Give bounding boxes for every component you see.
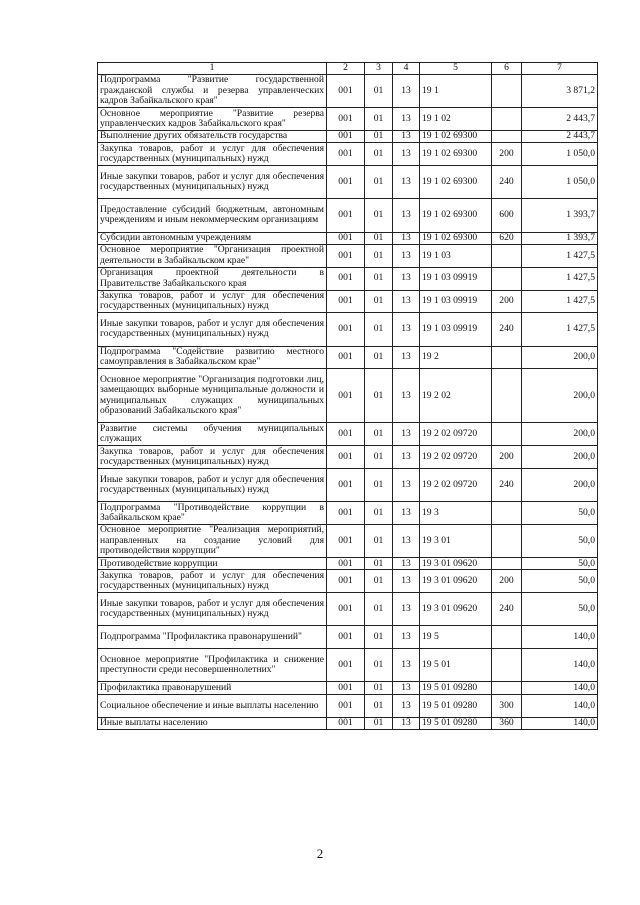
expense-type-cell: 200 <box>492 290 522 313</box>
subsection-code-cell: 13 <box>393 267 420 290</box>
subsection-code-cell: 13 <box>393 502 420 525</box>
section-code-cell: 01 <box>365 570 393 593</box>
section-code-cell: 01 <box>365 369 393 423</box>
target-article-cell: 19 1 02 69300 <box>420 232 492 244</box>
row-name-cell: Организация проектной деятельности в Правительстве Забайкальского края <box>98 267 327 290</box>
subsection-code-cell: 13 <box>393 682 420 694</box>
column-header-5: 5 <box>420 63 492 75</box>
section-code-cell: 01 <box>365 267 393 290</box>
row-name-cell: Иные выплаты населению <box>98 717 327 729</box>
section-code-cell: 01 <box>365 244 393 267</box>
subsection-code-cell: 13 <box>393 524 420 557</box>
expense-type-cell <box>492 423 522 446</box>
table-row <box>98 558 598 570</box>
subsection-code-cell: 13 <box>393 108 420 131</box>
section-code-cell: 01 <box>365 682 393 694</box>
ministry-code-cell: 001 <box>327 166 365 199</box>
table-row <box>98 649 598 682</box>
table-row <box>98 524 598 557</box>
subsection-code-cell: 13 <box>393 446 420 469</box>
table-row <box>98 346 598 369</box>
amount-cell: 50,0 <box>522 502 598 525</box>
table-row <box>98 369 598 423</box>
table-row <box>98 694 598 717</box>
expense-type-cell <box>492 244 522 267</box>
row-name-cell: Профилактика правонарушений <box>98 682 327 694</box>
target-article-cell: 19 5 <box>420 626 492 649</box>
subsection-code-cell: 13 <box>393 290 420 313</box>
expense-type-cell: 200 <box>492 570 522 593</box>
ministry-code-cell: 001 <box>327 313 365 346</box>
section-code-cell: 01 <box>365 290 393 313</box>
table-row <box>98 199 598 232</box>
expense-type-cell <box>492 558 522 570</box>
subsection-code-cell: 13 <box>393 694 420 717</box>
section-code-cell: 01 <box>365 593 393 626</box>
table-body <box>98 75 598 730</box>
target-article-cell: 19 1 03 09919 <box>420 267 492 290</box>
column-header-6: 6 <box>492 63 522 75</box>
ministry-code-cell: 001 <box>327 199 365 232</box>
target-article-cell: 19 2 02 09720 <box>420 468 492 501</box>
table-row <box>98 570 598 593</box>
amount-cell: 1 393,7 <box>522 232 598 244</box>
section-code-cell: 01 <box>365 346 393 369</box>
section-code-cell: 01 <box>365 143 393 166</box>
subsection-code-cell: 13 <box>393 717 420 729</box>
table-row <box>98 446 598 469</box>
amount-cell: 50,0 <box>522 593 598 626</box>
ministry-code-cell: 001 <box>327 346 365 369</box>
row-name-cell: Предоставление субсидий бюджетным, автономным учреждениям и иным некоммерческим организациям <box>98 199 327 232</box>
header-row <box>98 63 598 75</box>
amount-cell: 2 443,7 <box>522 108 598 131</box>
row-name-cell: Выполнение других обязательств государства <box>98 130 327 142</box>
section-code-cell: 01 <box>365 232 393 244</box>
table-row <box>98 682 598 694</box>
ministry-code-cell: 001 <box>327 130 365 142</box>
subsection-code-cell: 13 <box>393 232 420 244</box>
amount-cell: 140,0 <box>522 626 598 649</box>
row-name-cell: Закупка товаров, работ и услуг для обеспечения государственных (муниципальных) нужд <box>98 446 327 469</box>
expense-type-cell <box>492 502 522 525</box>
amount-cell: 1 393,7 <box>522 199 598 232</box>
ministry-code-cell: 001 <box>327 423 365 446</box>
ministry-code-cell: 001 <box>327 593 365 626</box>
ministry-code-cell: 001 <box>327 502 365 525</box>
table-row <box>98 130 598 142</box>
section-code-cell: 01 <box>365 75 393 108</box>
expense-type-cell: 240 <box>492 313 522 346</box>
expense-type-cell <box>492 682 522 694</box>
ministry-code-cell: 001 <box>327 524 365 557</box>
table-row <box>98 313 598 346</box>
ministry-code-cell: 001 <box>327 267 365 290</box>
subsection-code-cell: 13 <box>393 649 420 682</box>
page-number: 2 <box>316 846 324 861</box>
subsection-code-cell: 13 <box>393 244 420 267</box>
target-article-cell: 19 5 01 09280 <box>420 682 492 694</box>
amount-cell: 50,0 <box>522 558 598 570</box>
expense-type-cell <box>492 626 522 649</box>
section-code-cell: 01 <box>365 626 393 649</box>
section-code-cell: 01 <box>365 558 393 570</box>
target-article-cell: 19 3 01 09620 <box>420 558 492 570</box>
ministry-code-cell: 001 <box>327 649 365 682</box>
ministry-code-cell: 001 <box>327 75 365 108</box>
section-code-cell: 01 <box>365 199 393 232</box>
table-row <box>98 232 598 244</box>
ministry-code-cell: 001 <box>327 244 365 267</box>
target-article-cell: 19 2 02 <box>420 369 492 423</box>
section-code-cell: 01 <box>365 694 393 717</box>
subsection-code-cell: 13 <box>393 369 420 423</box>
row-name-cell: Субсидии автономным учреждениям <box>98 232 327 244</box>
target-article-cell: 19 1 02 69300 <box>420 166 492 199</box>
amount-cell: 1 427,5 <box>522 244 598 267</box>
expense-type-cell <box>492 130 522 142</box>
target-article-cell: 19 1 03 09919 <box>420 313 492 346</box>
ministry-code-cell: 001 <box>327 108 365 131</box>
section-code-cell: 01 <box>365 468 393 501</box>
row-name-cell: Иные закупки товаров, работ и услуг для обеспечения государственных (муниципальных) нужд <box>98 313 327 346</box>
expense-type-cell <box>492 649 522 682</box>
amount-cell: 140,0 <box>522 717 598 729</box>
expense-type-cell: 200 <box>492 446 522 469</box>
table-row <box>98 423 598 446</box>
ministry-code-cell: 001 <box>327 694 365 717</box>
row-name-cell: Основное мероприятие "Профилактика и снижение преступности среди несовершеннолетних" <box>98 649 327 682</box>
row-name-cell: Основное мероприятие "Реализация мероприятий, направленных на создание условий для противодействия коррупции" <box>98 524 327 557</box>
column-header-2: 2 <box>327 63 365 75</box>
subsection-code-cell: 13 <box>393 570 420 593</box>
table-row <box>98 166 598 199</box>
table-row <box>98 267 598 290</box>
subsection-code-cell: 13 <box>393 166 420 199</box>
row-name-cell: Иные закупки товаров, работ и услуг для обеспечения государственных (муниципальных) нужд <box>98 166 327 199</box>
amount-cell: 1 050,0 <box>522 143 598 166</box>
column-header-1: 1 <box>98 63 327 75</box>
row-name-cell: Развитие системы обучения муниципальных служащих <box>98 423 327 446</box>
column-header-3: 3 <box>365 63 393 75</box>
subsection-code-cell: 13 <box>393 593 420 626</box>
amount-cell: 200,0 <box>522 346 598 369</box>
row-name-cell: Иные закупки товаров, работ и услуг для обеспечения государственных (муниципальных) нужд <box>98 468 327 501</box>
ministry-code-cell: 001 <box>327 446 365 469</box>
target-article-cell: 19 1 02 69300 <box>420 143 492 166</box>
amount-cell: 1 427,5 <box>522 267 598 290</box>
target-article-cell: 19 3 01 09620 <box>420 570 492 593</box>
row-name-cell: Основное мероприятие "Организация подготовки лиц, замещающих выборные муниципальные должности и муниципальных служащих муниципальных образований Забайкальского края" <box>98 369 327 423</box>
amount-cell: 1 050,0 <box>522 166 598 199</box>
ministry-code-cell: 001 <box>327 558 365 570</box>
subsection-code-cell: 13 <box>393 468 420 501</box>
section-code-cell: 01 <box>365 166 393 199</box>
row-name-cell: Социальное обеспечение и иные выплаты населению <box>98 694 327 717</box>
amount-cell: 50,0 <box>522 570 598 593</box>
row-name-cell: Иные закупки товаров, работ и услуг для обеспечения государственных (муниципальных) нужд <box>98 593 327 626</box>
section-code-cell: 01 <box>365 717 393 729</box>
ministry-code-cell: 001 <box>327 143 365 166</box>
expense-type-cell: 240 <box>492 593 522 626</box>
expense-type-cell: 600 <box>492 199 522 232</box>
target-article-cell: 19 2 <box>420 346 492 369</box>
section-code-cell: 01 <box>365 108 393 131</box>
expense-type-cell <box>492 369 522 423</box>
target-article-cell: 19 5 01 09280 <box>420 694 492 717</box>
row-name-cell: Основное мероприятие "Развитие резерва управленческих кадров Забайкальского края" <box>98 108 327 131</box>
target-article-cell: 19 1 02 69300 <box>420 199 492 232</box>
subsection-code-cell: 13 <box>393 130 420 142</box>
target-article-cell: 19 1 02 <box>420 108 492 131</box>
budget-table <box>97 62 598 730</box>
amount-cell: 200,0 <box>522 369 598 423</box>
table-row <box>98 108 598 131</box>
row-name-cell: Закупка товаров, работ и услуг для обеспечения государственных (муниципальных) нужд <box>98 143 327 166</box>
subsection-code-cell: 13 <box>393 423 420 446</box>
expense-type-cell <box>492 346 522 369</box>
table-row <box>98 468 598 501</box>
ministry-code-cell: 001 <box>327 232 365 244</box>
table-row <box>98 717 598 729</box>
row-name-cell: Подпрограмма "Развитие государственной гражданской службы и резерва управленческих кадров Забайкальского края" <box>98 75 327 108</box>
amount-cell: 1 427,5 <box>522 313 598 346</box>
amount-cell: 50,0 <box>522 524 598 557</box>
column-header-7: 7 <box>522 63 598 75</box>
table-row <box>98 75 598 108</box>
amount-cell: 140,0 <box>522 682 598 694</box>
section-code-cell: 01 <box>365 423 393 446</box>
row-name-cell: Основное мероприятие "Организация проектной деятельности в Забайкальском крае" <box>98 244 327 267</box>
amount-cell: 200,0 <box>522 468 598 501</box>
ministry-code-cell: 001 <box>327 626 365 649</box>
section-code-cell: 01 <box>365 502 393 525</box>
target-article-cell: 19 1 03 09919 <box>420 290 492 313</box>
subsection-code-cell: 13 <box>393 75 420 108</box>
table-row <box>98 502 598 525</box>
table-row <box>98 593 598 626</box>
expense-type-cell: 200 <box>492 143 522 166</box>
row-name-cell: Подпрограмма "Содействие развитию местного самоуправления в Забайкальском крае" <box>98 346 327 369</box>
table-row <box>98 290 598 313</box>
section-code-cell: 01 <box>365 446 393 469</box>
expense-type-cell: 300 <box>492 694 522 717</box>
row-name-cell: Закупка товаров, работ и услуг для обеспечения государственных (муниципальных) нужд <box>98 290 327 313</box>
section-code-cell: 01 <box>365 130 393 142</box>
section-code-cell: 01 <box>365 524 393 557</box>
amount-cell: 140,0 <box>522 694 598 717</box>
subsection-code-cell: 13 <box>393 143 420 166</box>
row-name-cell: Противодействие коррупции <box>98 558 327 570</box>
expense-type-cell: 360 <box>492 717 522 729</box>
expense-type-cell <box>492 267 522 290</box>
amount-cell: 200,0 <box>522 423 598 446</box>
ministry-code-cell: 001 <box>327 369 365 423</box>
row-name-cell: Закупка товаров, работ и услуг для обеспечения государственных (муниципальных) нужд <box>98 570 327 593</box>
amount-cell: 3 871,2 <box>522 75 598 108</box>
subsection-code-cell: 13 <box>393 558 420 570</box>
expense-type-cell: 240 <box>492 166 522 199</box>
expense-type-cell <box>492 75 522 108</box>
ministry-code-cell: 001 <box>327 570 365 593</box>
subsection-code-cell: 13 <box>393 626 420 649</box>
row-name-cell: Подпрограмма "Противодействие коррупции в Забайкальском крае" <box>98 502 327 525</box>
ministry-code-cell: 001 <box>327 682 365 694</box>
subsection-code-cell: 13 <box>393 313 420 346</box>
ministry-code-cell: 001 <box>327 468 365 501</box>
expense-type-cell: 240 <box>492 468 522 501</box>
target-article-cell: 19 1 <box>420 75 492 108</box>
subsection-code-cell: 13 <box>393 199 420 232</box>
table-row <box>98 626 598 649</box>
table-row <box>98 244 598 267</box>
subsection-code-cell: 13 <box>393 346 420 369</box>
target-article-cell: 19 5 01 09280 <box>420 717 492 729</box>
section-code-cell: 01 <box>365 313 393 346</box>
expense-type-cell: 620 <box>492 232 522 244</box>
amount-cell: 140,0 <box>522 649 598 682</box>
section-code-cell: 01 <box>365 649 393 682</box>
target-article-cell: 19 3 <box>420 502 492 525</box>
ministry-code-cell: 001 <box>327 717 365 729</box>
target-article-cell: 19 2 02 09720 <box>420 423 492 446</box>
table-row <box>98 143 598 166</box>
ministry-code-cell: 001 <box>327 290 365 313</box>
amount-cell: 2 443,7 <box>522 130 598 142</box>
amount-cell: 200,0 <box>522 446 598 469</box>
target-article-cell: 19 1 02 69300 <box>420 130 492 142</box>
target-article-cell: 19 3 01 09620 <box>420 593 492 626</box>
expense-type-cell <box>492 524 522 557</box>
amount-cell: 1 427,5 <box>522 290 598 313</box>
target-article-cell: 19 1 03 <box>420 244 492 267</box>
expense-type-cell <box>492 108 522 131</box>
column-header-4: 4 <box>393 63 420 75</box>
target-article-cell: 19 2 02 09720 <box>420 446 492 469</box>
target-article-cell: 19 5 01 <box>420 649 492 682</box>
row-name-cell: Подпрограмма "Профилактика правонарушений" <box>98 626 327 649</box>
target-article-cell: 19 3 01 <box>420 524 492 557</box>
